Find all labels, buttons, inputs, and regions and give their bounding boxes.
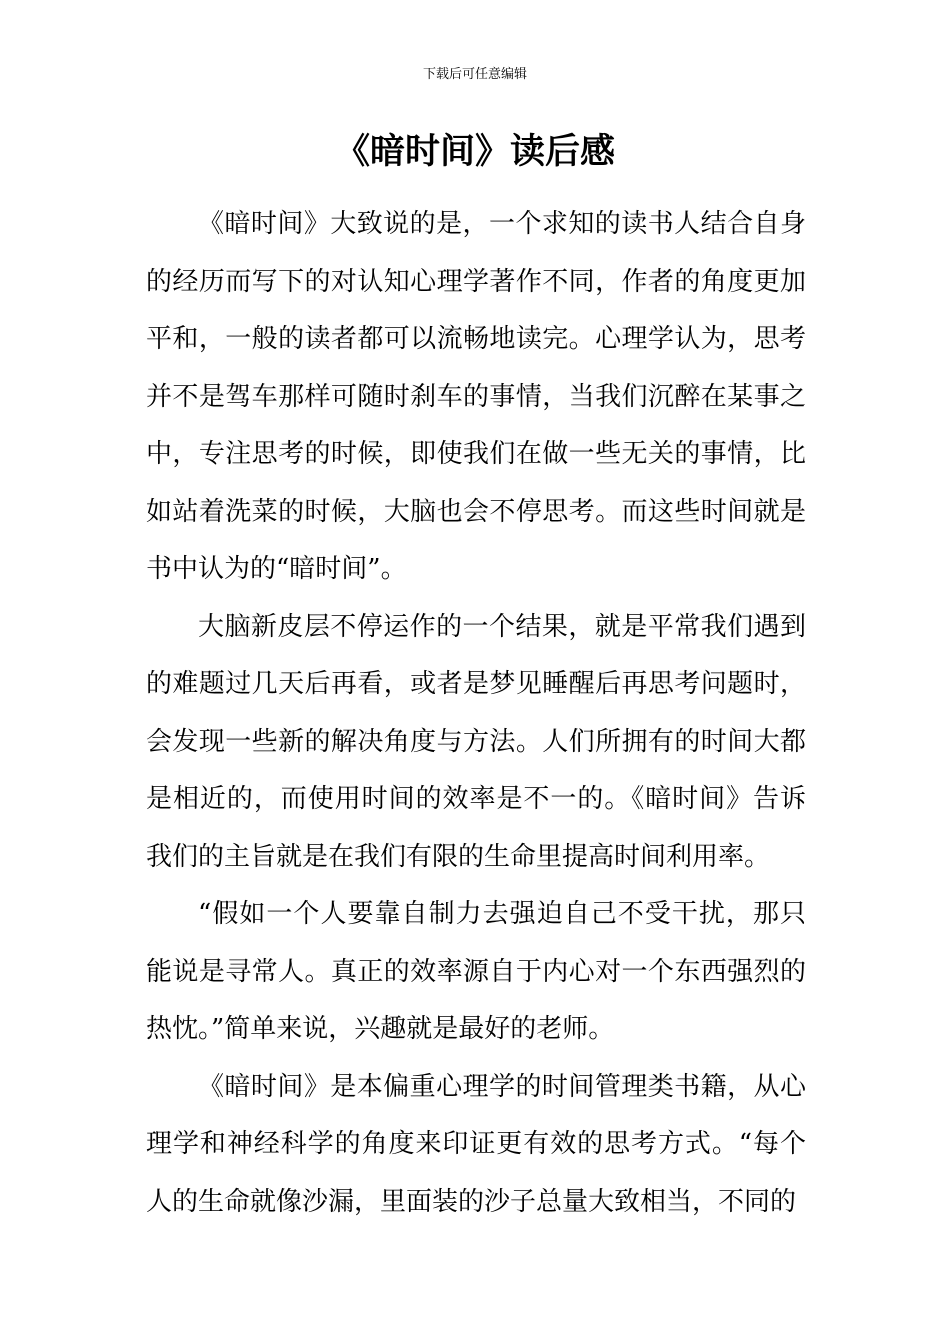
paragraph-2: 大脑新皮层不停运作的一个结果，就是平常我们遇到的难题过几天后再看，或者是梦见睡醒后再思考问题时，会发现一些新的解决角度与方法。人们所拥有的时间大都是相近的，而使用时间的效率是不一的。《暗时间》告诉我们的主旨就是在我们有限的生命里提高时间利用率。: [146, 611, 806, 872]
paragraph-3: “假如一个人要靠自制力去强迫自己不受干扰，那只能说是寻常人。真正的效率源自于内心对一个东西强烈的热忱。”简单来说，兴趣就是最好的老师。: [146, 899, 806, 1044]
document-title: 《暗时间》读后感: [334, 132, 615, 172]
paragraph-4: 《暗时间》是本偏重心理学的时间管理类书籍，从心理学和神经科学的角度来印证更有效的思考方式。“每个人的生命就像沙漏，里面装的沙子总量大致相当，不同的: [146, 1071, 806, 1217]
paragraph-1: 《暗时间》大致说的是，一个求知的读书人结合自身的经历而写下的对认知心理学著作不同，作者的角度更加平和，一般的读者都可以流畅地读完。心理学认为，思考并不是驾车那样可随时刹车的事情，当我们沉醉在某事之中，专注思考的时候，即使我们在做一些无关的事情，比如站着洗菜的时候，大脑也会不停思考。而这些时间就是书中认为的“暗时间”。: [146, 209, 806, 584]
document-body: [146, 196, 806, 1231]
header-note: 下载后可任意编辑: [422, 67, 527, 82]
